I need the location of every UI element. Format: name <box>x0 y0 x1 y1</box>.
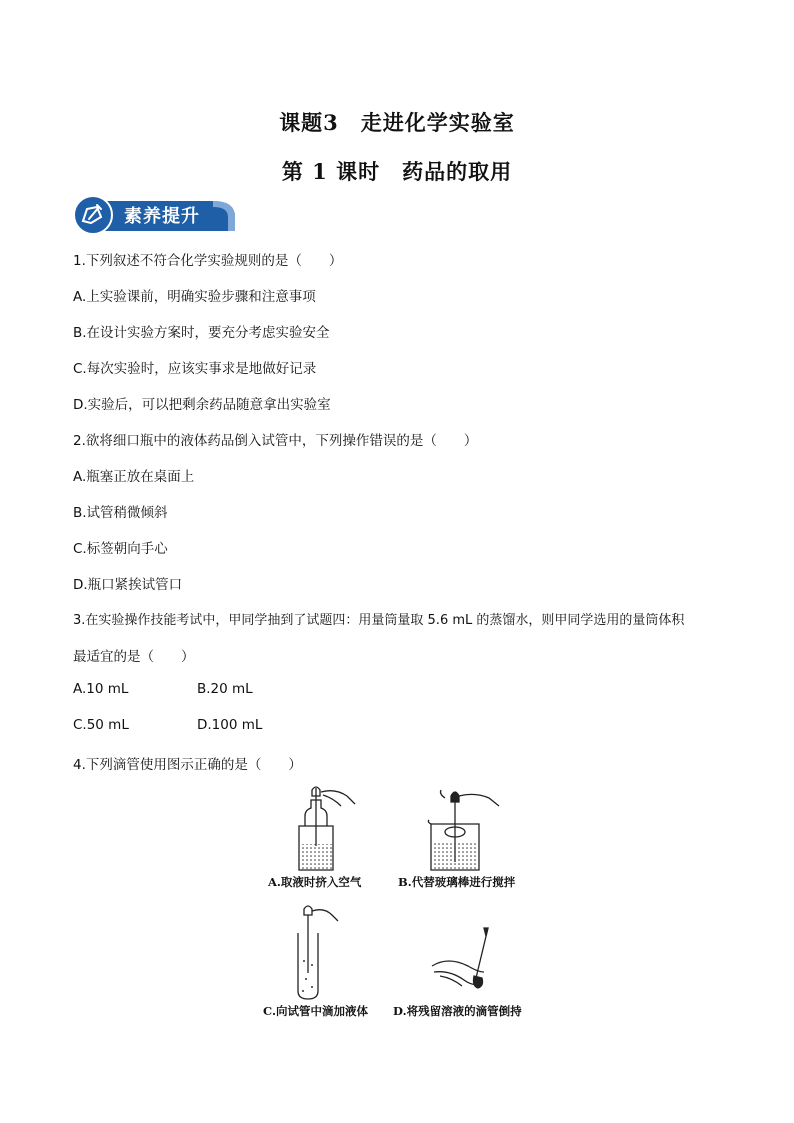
question-3-stem-line1: 3.在实验操作技能考试中，甲同学抽到了试题四：用量筒量取 5.6 mL 的蒸馏水，则甲同学选用的量筒体积 <box>73 613 685 628</box>
figure-c-caption: C.向试管中滴加液体 <box>263 1004 368 1018</box>
question-2-stem: 2.欲将细口瓶中的液体药品倒入试管中，下列操作错误的是（ ） <box>73 433 478 449</box>
question-2-option-a: A.瓶塞正放在桌面上 <box>73 469 195 485</box>
question-2-option-c: C.标签朝向手心 <box>73 541 168 557</box>
figure-a-dropper-in-bottle <box>285 786 365 872</box>
figure-d-caption: D.将残留溶液的滴管倒持 <box>393 1004 522 1018</box>
figure-b-caption: B.代替玻璃棒进行搅拌 <box>398 875 516 889</box>
question-1-option-c: C.每次实验时，应该实事求是地做好记录 <box>73 361 317 377</box>
page-title: 课题3 走进化学实验室 <box>279 110 515 135</box>
question-2-option-d: D.瓶口紧挨试管口 <box>73 577 183 593</box>
question-4-stem: 4.下列滴管使用图示正确的是（ ） <box>73 757 302 773</box>
figure-c-dropper-in-test-tube <box>290 903 350 1001</box>
question-1-option-d: D.实验后，可以把剩余药品随意拿出实验室 <box>73 397 331 413</box>
question-3-option-c: C.50 mL <box>73 717 129 733</box>
question-1-option-a: A.上实验课前，明确实验步骤和注意事项 <box>73 289 316 305</box>
question-3-stem-line2: 最适宜的是（ ） <box>73 649 195 665</box>
section-badge-label: 素养提升 <box>124 206 200 227</box>
figure-b-dropper-stirring-beaker <box>425 786 505 872</box>
question-3-option-b: B.20 mL <box>197 681 253 697</box>
question-3-option-a: A.10 mL <box>73 681 129 697</box>
figure-a-caption: A.取液时挤入空气 <box>268 875 362 889</box>
question-2-option-b: B.试管稍微倾斜 <box>73 505 168 521</box>
question-1-stem: 1.下列叙述不符合化学实验规则的是（ ） <box>73 253 343 269</box>
page-subtitle: 第 1 课时 药品的取用 <box>281 159 513 184</box>
question-1-option-b: B.在设计实验方案时，要充分考虑实验安全 <box>73 325 330 341</box>
question-3-option-d: D.100 mL <box>197 717 263 733</box>
figure-d-inverted-dropper <box>428 926 508 1000</box>
